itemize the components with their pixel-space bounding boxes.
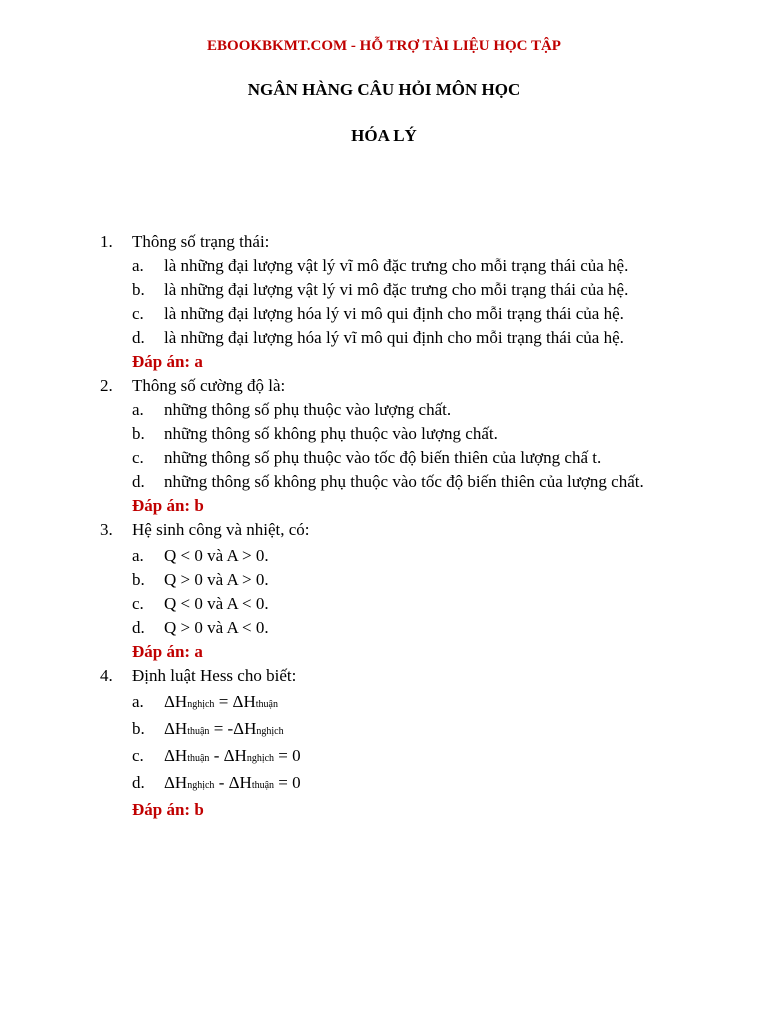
option-letter: d. [132,773,145,792]
formula-subscript: thuận [187,726,210,737]
option-text: Q < 0 và A < 0. [164,594,269,613]
formula-main: ΔH [164,773,188,792]
formula-main: = -ΔH [209,719,257,738]
option-letter: b. [132,280,145,299]
question-4 [100,664,670,822]
site-header: EBOOKBKMT.COM - HỖ TRỢ TÀI LIỆU HỌC TẬP [207,38,561,54]
option-a [132,544,670,568]
answer-label: Đáp án: a [132,642,203,661]
option-a [132,690,670,717]
option-letter: a. [132,692,144,711]
option-text [164,744,670,771]
option-letter: c. [132,594,144,613]
question-3 [100,518,670,664]
option-text [164,690,670,717]
option-letter: b. [132,719,145,738]
formula-subscript: thuận [255,699,278,710]
formula-subscript: nghịch [246,753,275,764]
option-b [132,568,670,592]
option-a [132,254,670,278]
option-text [164,717,670,744]
option-d [132,470,670,494]
formula-main: = 0 [274,773,301,792]
option-text: những thông số không phụ thuộc vào tốc độ biến thiên của lượng chất. [164,472,644,491]
option-text: Q > 0 và A > 0. [164,570,269,589]
answer-label: Đáp án: b [132,800,204,819]
formula-subscript: thuận [187,753,210,764]
option-letter: a. [132,400,144,419]
answer-label: Đáp án: a [132,352,203,371]
option-letter: c. [132,304,144,323]
formula-subscript: nghịch [187,780,215,791]
option-text: là những đại lượng hóa lý vĩ mô qui định cho mỗi trạng thái của hệ. [164,328,624,347]
option-d [132,326,670,350]
doc-title: NGÂN HÀNG CÂU HỎI MÔN HỌC [247,80,521,99]
option-text: những thông số phụ thuộc vào lượng chất. [164,400,452,419]
question-2 [100,374,670,518]
question-text: Định luật Hess cho biết: [132,666,297,685]
option-b [132,717,670,744]
formula-main: = ΔH [214,692,256,711]
option-b [132,278,670,302]
question-text: Thông số cường độ là: [132,376,286,395]
question-text: Thông số trạng thái: [132,232,270,251]
option-letter: d. [132,618,145,637]
option-text: những thông số không phụ thuộc vào lượng chất. [164,424,498,443]
option-letter: b. [132,570,145,589]
question-number: 3. [100,520,113,539]
question-number: 4. [100,666,113,685]
formula-main: ΔH [164,746,188,765]
option-c [132,302,670,326]
option-letter: d. [132,328,145,347]
formula-main: - ΔH [214,773,252,792]
option-letter: c. [132,448,144,467]
option-c [132,592,670,616]
formula-main: ΔH [164,692,188,711]
option-letter: c. [132,746,144,765]
question-list [100,230,670,822]
formula-subscript: thuận [251,780,275,791]
option-letter: a. [132,546,144,565]
option-letter: d. [132,472,145,491]
option-text [164,771,670,798]
formula-main: ΔH [164,719,188,738]
option-text: là những đại lượng hóa lý vi mô qui định cho mỗi trạng thái của hệ. [164,304,624,323]
question-text: Hệ sinh công và nhiệt, có: [132,520,310,539]
question-number: 2. [100,376,113,395]
option-d [132,616,670,640]
question-number: 1. [100,232,113,251]
answer-label: Đáp án: b [132,496,204,515]
option-text: Q > 0 và A < 0. [164,618,269,637]
option-letter: a. [132,256,144,275]
doc-subject: HÓA LÝ [351,126,417,145]
option-d [132,771,670,798]
option-text: Q < 0 và A > 0. [164,546,269,565]
formula-subscript: nghịch [187,699,215,710]
option-c [132,744,670,771]
question-1 [100,230,670,374]
option-a [132,398,670,422]
option-letter: b. [132,424,145,443]
option-text: là những đại lượng vật lý vĩ mô đặc trưng cho mỗi trạng thái của hệ. [164,256,629,275]
option-text: những thông số phụ thuộc vào tốc độ biến thiên của lượng chấ t. [164,448,602,467]
formula-main: - ΔH [209,746,247,765]
option-c [132,446,670,470]
option-text: là những đại lượng vật lý vi mô đặc trưng cho mỗi trạng thái của hệ. [164,280,629,299]
formula-main: = 0 [274,746,301,765]
option-b [132,422,670,446]
formula-subscript: nghịch [256,726,284,737]
